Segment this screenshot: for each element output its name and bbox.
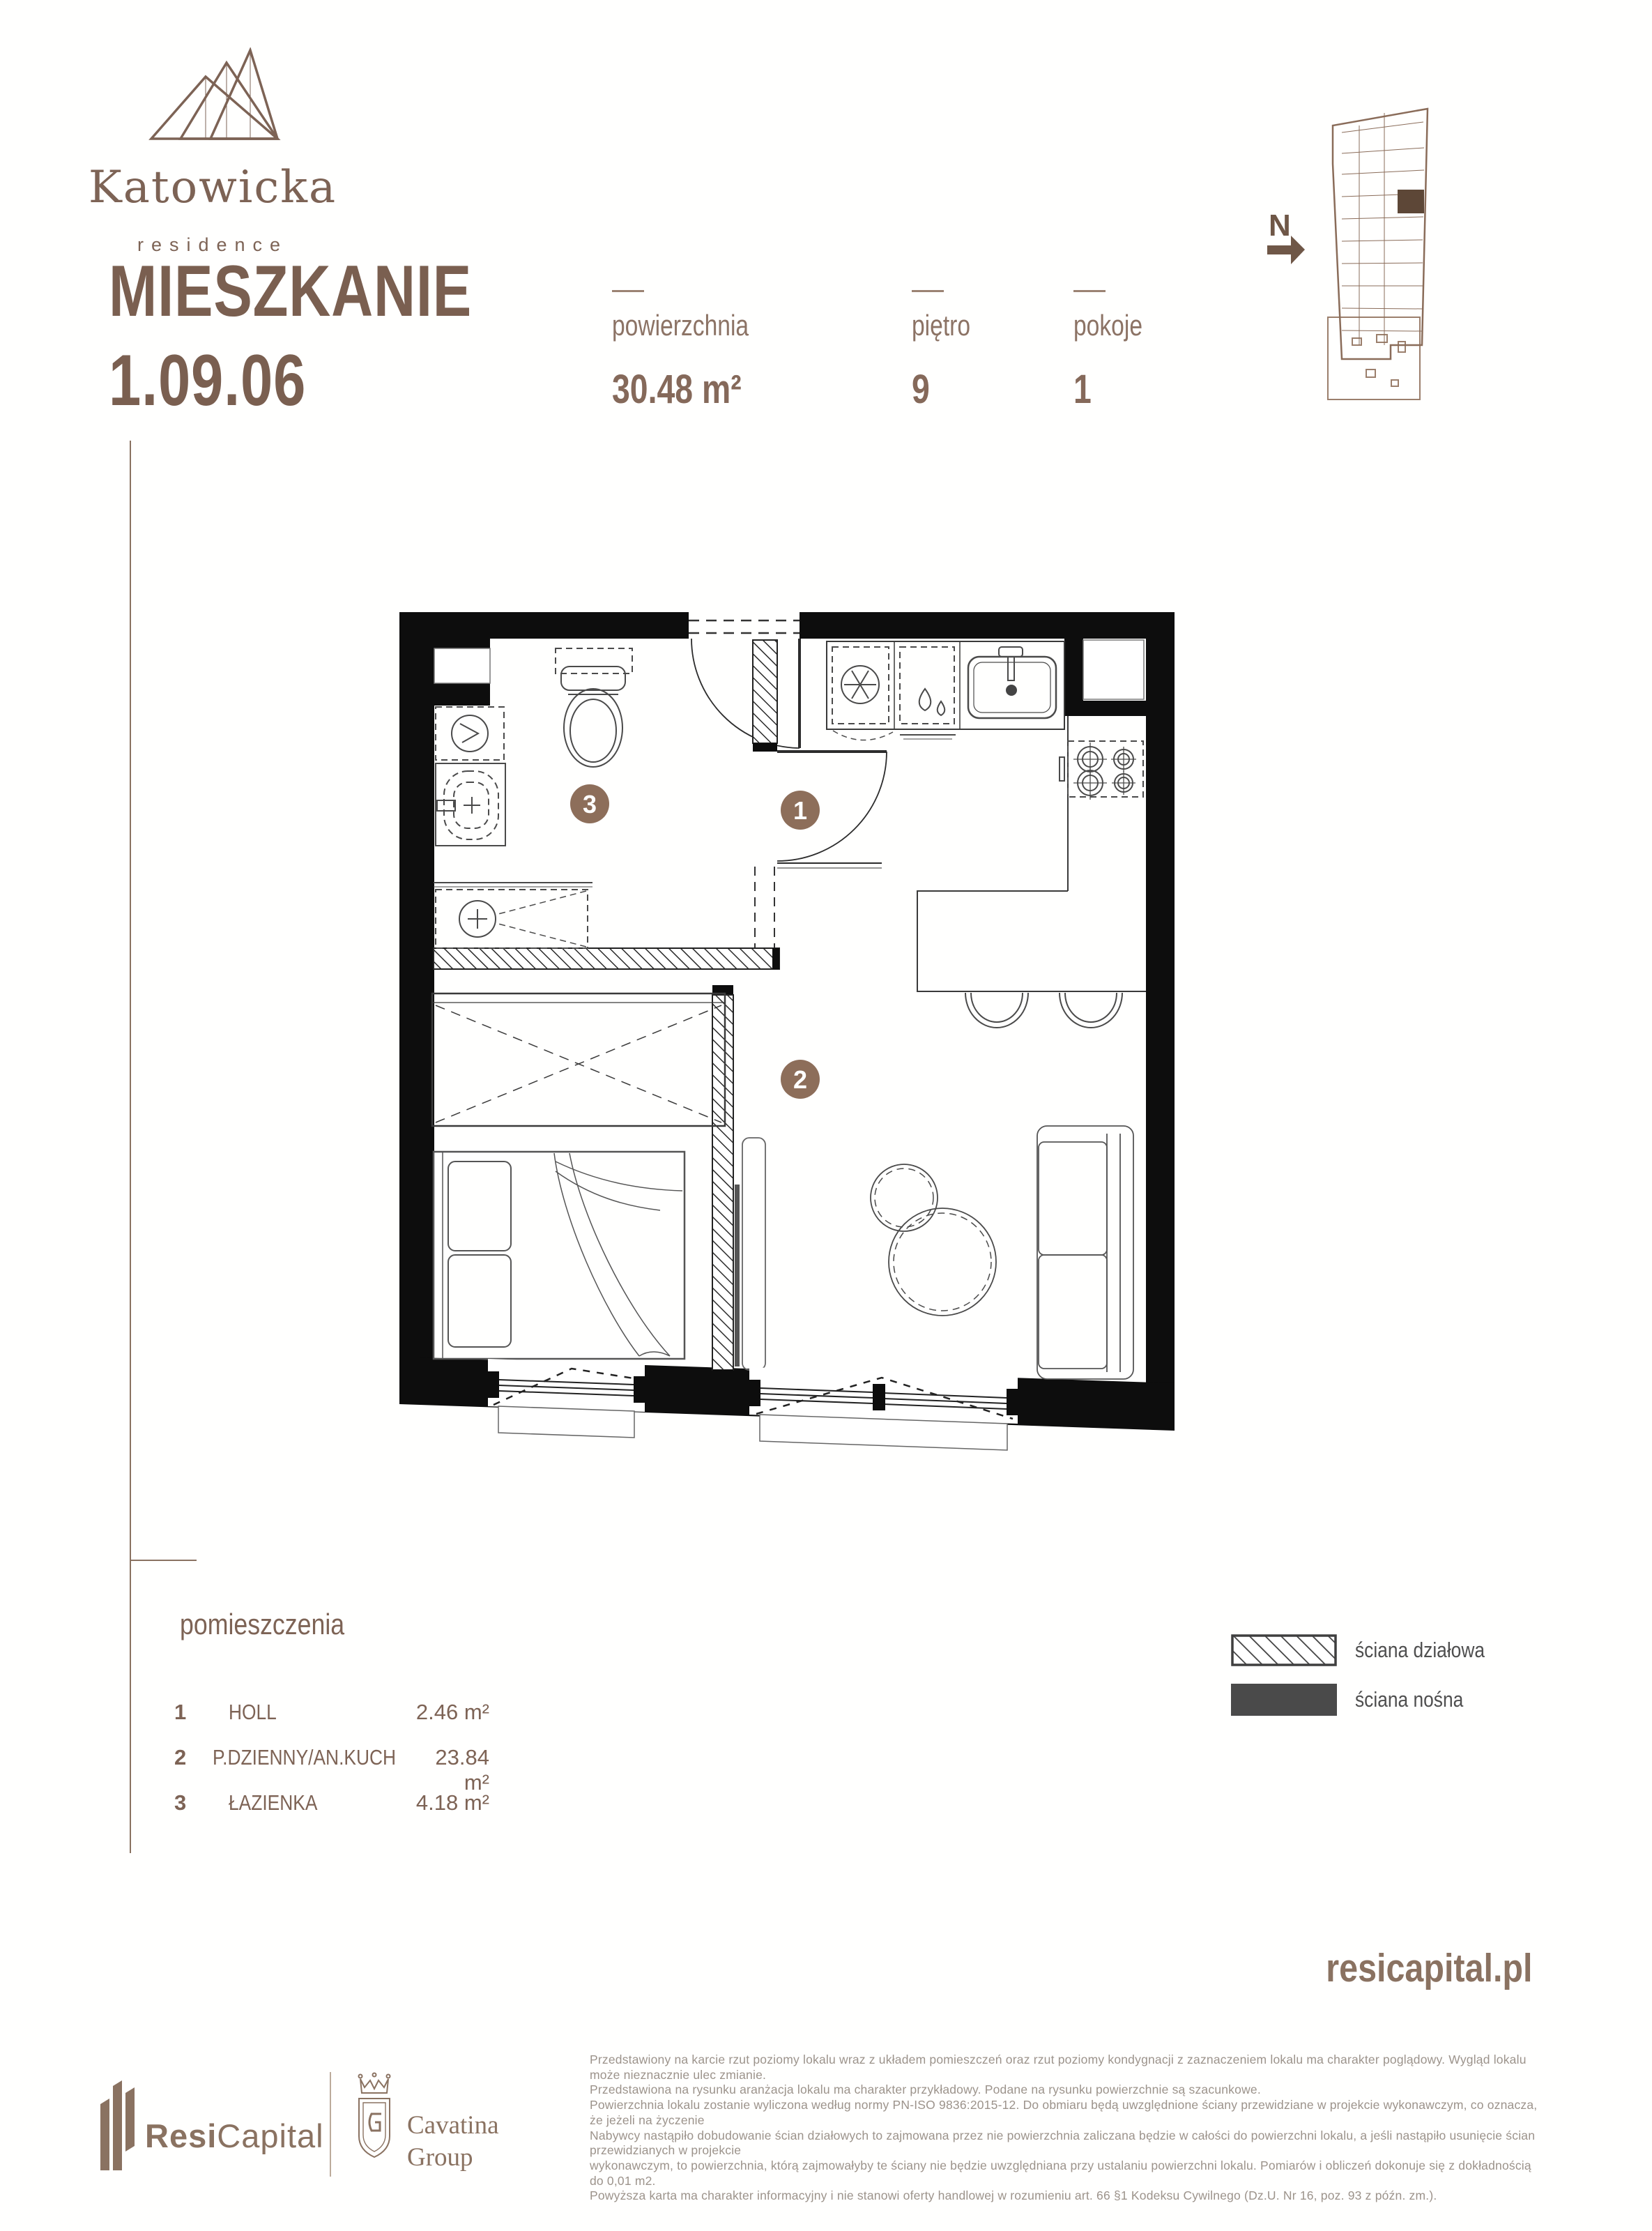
- bathroom-sink: [436, 763, 505, 846]
- entrance-opening: [689, 620, 800, 633]
- room-area: 4.18 m²: [415, 1790, 489, 1815]
- room-number: 3: [174, 1790, 187, 1815]
- room-name: ŁAZIENKA: [229, 1790, 318, 1815]
- stat-floor-rule: [912, 290, 944, 292]
- bed: [434, 1152, 684, 1359]
- stat-rooms-rule: [1073, 290, 1106, 292]
- wall-legend: [1231, 1634, 1508, 1733]
- floor-plan: [394, 591, 1175, 1456]
- room-marker-1: 1: [793, 796, 808, 825]
- room-number: 2: [174, 1745, 187, 1769]
- apartment-number-text: 1.09.06: [109, 340, 307, 421]
- window-living: [749, 1367, 1018, 1450]
- room-row-lazienka: [174, 1790, 489, 1836]
- website-link[interactable]: resicapital.pl: [1326, 1946, 1533, 1990]
- stat-rooms: [1073, 290, 1160, 413]
- rooms-list: [174, 1700, 489, 1836]
- sofa: [1037, 1126, 1133, 1379]
- left-rule-line: [130, 441, 131, 1853]
- disclaimer-line: Powierzchnia lokalu zostanie wyliczona według normy PN-ISO 9836:2015-12. Do obmiaru będą uwzględnione ściany przewidziane w projekcie wykonawczym, co oznacza, że jeżeli na życzenie: [590, 2098, 1538, 2127]
- room-name: P.DZIENNY/AN.KUCH: [213, 1745, 397, 1769]
- partition-wall-swatch: [1231, 1634, 1337, 1666]
- apartment-number: [109, 340, 355, 421]
- entrance-door: [691, 639, 800, 748]
- bar-counter: [917, 891, 1146, 991]
- disclaimer-line: Nabywcy nastąpiło dobudowanie ścian działowych to zajmowana przez nie powierzchnia zaliczana będzie w całości do powierzchni lokalu, a jeśli nastąpiło usunięcie ścian przewidzianych w projekcie: [590, 2128, 1536, 2158]
- kitchen-sink: [968, 647, 1056, 718]
- shower: [434, 883, 592, 948]
- legend-partition-label: ściana działowa: [1355, 1638, 1485, 1662]
- compass: [1267, 208, 1305, 264]
- cavatina-wordmark: [407, 2110, 499, 2175]
- stat-area: [612, 290, 783, 413]
- legal-disclaimer: [590, 2053, 1545, 2204]
- disclaimer-line: Powyższa karta ma charakter informacyjny i nie stanowi oferty handlowej w rozumieniu art. 66 §1 Kodeksu Cywilnego (Dz.U. Nr 16, poz. 93 z późn. zm.).: [590, 2188, 1437, 2203]
- stat-area-value: 30.48 m²: [612, 367, 742, 412]
- building-minimap: [1248, 21, 1527, 418]
- room-area: 2.46 m²: [415, 1700, 489, 1724]
- room-number: 1: [174, 1700, 187, 1724]
- washing-machine: [436, 707, 504, 760]
- dishwasher: [900, 647, 956, 739]
- fridge: [832, 647, 893, 740]
- stat-floor-value: 9: [912, 367, 930, 412]
- minimap-unit-highlight: [1398, 190, 1424, 213]
- stat-floor: [912, 290, 985, 413]
- disclaimer-line: wykonawczym, to powierzchnia, którą zajmowałyby te ściany nie będzie uwzględniana przy ustalaniu powierzchni lokalu. Pomiarów i obliczeń dokonuje się z dokładnością do 0,01 m2.: [590, 2158, 1531, 2188]
- room-name: HOLL: [229, 1700, 277, 1724]
- resicapital-logo-icon: [99, 2078, 141, 2172]
- stat-area-rule: [612, 290, 644, 292]
- stat-floor-label: piętro: [912, 309, 971, 342]
- room-row-holl: [174, 1700, 489, 1745]
- toilet: [556, 648, 632, 767]
- minimap-building-outline: [1333, 109, 1428, 359]
- page-title: [109, 251, 563, 332]
- left-rule-tick: [130, 1560, 197, 1561]
- legend-bearing-label: ściana nośna: [1355, 1687, 1464, 1712]
- resicapital-light: Capital: [217, 2117, 324, 2154]
- compass-n-label: N: [1269, 208, 1291, 243]
- footer-divider: [330, 2072, 331, 2177]
- resicapital-wordmark: [145, 2117, 324, 2155]
- coffee-tables: [871, 1164, 996, 1316]
- legend-partition-wall: [1231, 1634, 1508, 1666]
- legend-bearing-wall: [1231, 1684, 1508, 1716]
- stat-area-label: powierzchnia: [612, 309, 749, 342]
- disclaimer-line: Przedstawiona na rysunku aranżacja lokalu ma charakter przykładowy. Podane na rysunku powierzchnie są szacunkowe.: [590, 2082, 1261, 2097]
- tv: [735, 1185, 740, 1366]
- room-area: 23.84 m²: [435, 1745, 489, 1795]
- wardrobe: [432, 993, 725, 1126]
- cavatina-line2: Group: [407, 2143, 473, 2172]
- room-row-dzienny: [174, 1745, 489, 1795]
- stat-rooms-label: pokoje: [1073, 309, 1143, 342]
- partition-walls: [434, 640, 779, 1380]
- wall-niche: [434, 648, 490, 683]
- bearing-wall-swatch: [1231, 1684, 1337, 1716]
- brand-subtitle: residence: [137, 234, 289, 255]
- rooms-heading: pomieszczenia: [180, 1608, 345, 1640]
- tv-console: [742, 1138, 765, 1370]
- stove: [1060, 716, 1143, 891]
- cavatina-line1: Cavatina: [407, 2111, 499, 2140]
- disclaimer-line: Przedstawiony na karcie rzut poziomy lokalu wraz z układem pomieszczeń oraz rzut poziomy kondygnacji z zaznaczeniem lokalu ma charakter poglądowy. Wygląd lokalu może nieznacznie ulec zmianie.: [590, 2053, 1527, 2082]
- load-bearing-walls: [399, 612, 1175, 1431]
- brand-mountains-logo: [143, 47, 282, 145]
- room-marker-3: 3: [582, 790, 597, 818]
- shaft: [1083, 640, 1144, 699]
- cavatina-crest-icon: [352, 2069, 397, 2178]
- room-marker-2: 2: [793, 1065, 808, 1094]
- page-title-line1: MIESZKANIE: [109, 251, 473, 332]
- bar-stools: [965, 993, 1122, 1028]
- stat-rooms-value: 1: [1073, 367, 1092, 412]
- window-bedroom: [488, 1359, 645, 1438]
- brand-name: Katowicka: [88, 162, 337, 213]
- resicapital-bold: Resi: [145, 2117, 217, 2154]
